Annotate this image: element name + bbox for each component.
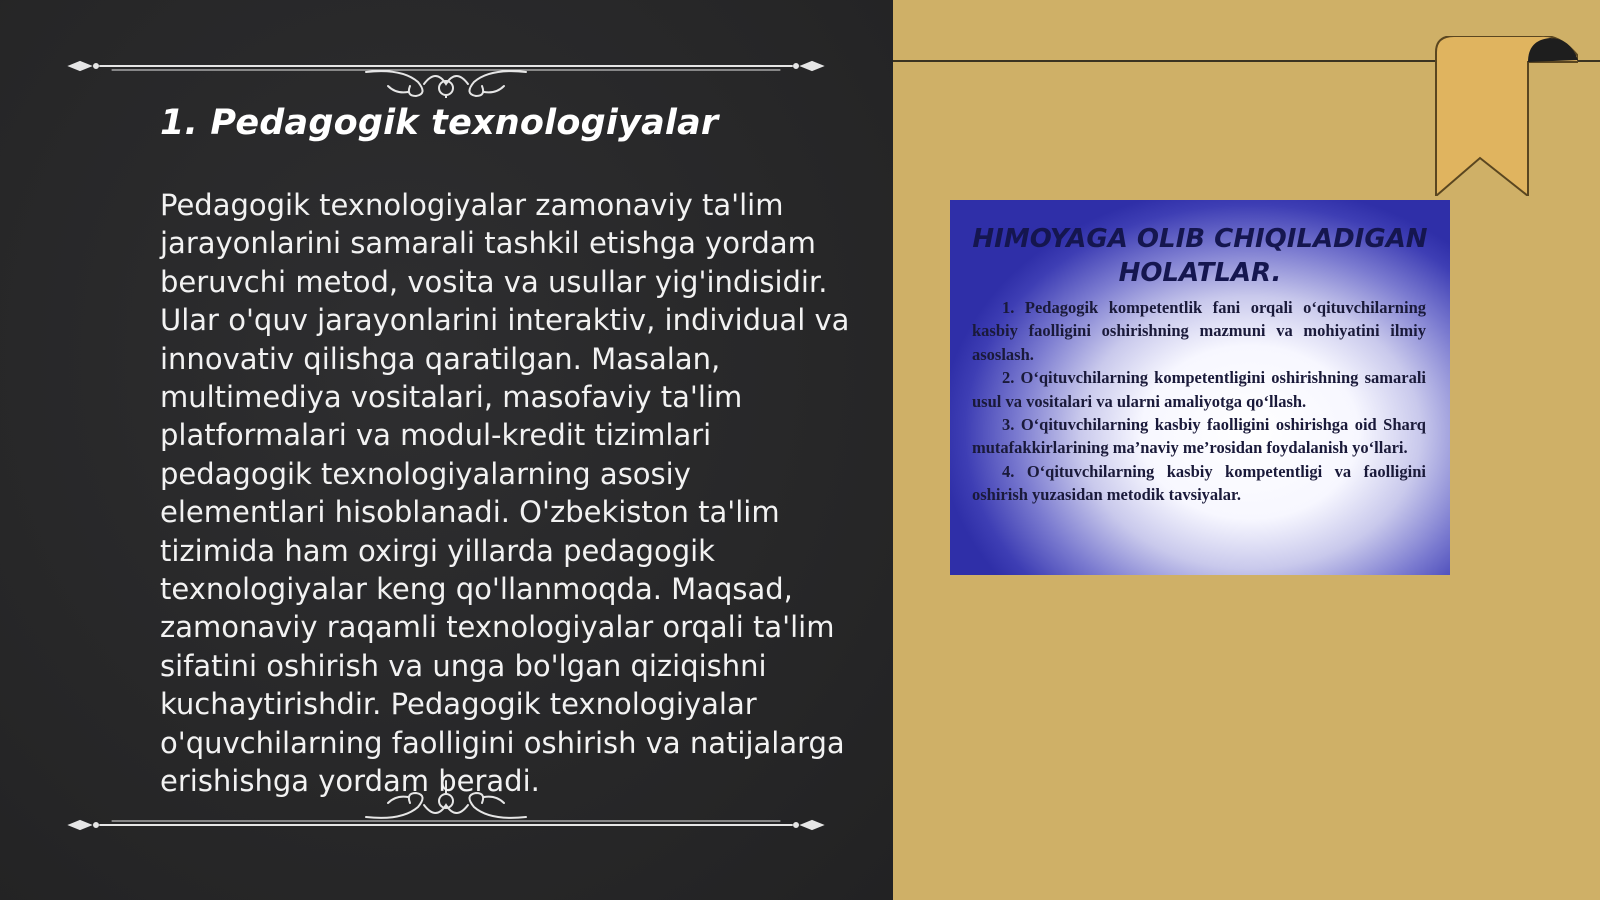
slide-title: 1. Pedagogik texnologiyalar <box>160 103 719 143</box>
document-heading-line2: HOLATLAR. <box>1118 258 1282 288</box>
document-picture <box>950 200 1450 575</box>
document-heading <box>950 222 1450 290</box>
document-item: 4. O‘qituvchilarning kasbiy kompetentligi va faolligini oshirish yuzasidan metodik tavsiyalar. <box>972 461 1426 505</box>
document-heading-line1: HIMOYAGA OLIB CHIQILADIGAN <box>972 224 1428 254</box>
document-item: 2. O‘qituvchilarning kompetentligini oshirishning samarali usul va vositalari va ularni amaliyotga qo‘llash. <box>972 368 1426 411</box>
slide-body-text: Pedagogik texnologiyalar zamonaviy ta'lim jarayonlarini samarali tashkil etishga yordam beruvchi metod, vosita va usullar yig'indisidir. Ular o'quv jarayonlarini interaktiv, individual va innovativ qilishga qaratilgan. Masalan, multimediya vositalari, masofaviy ta'lim platformalari va modul-kredit tizimlari pedagogik texnologiyalarning asosiy elementlari hisoblanadi. O'zbekiston ta'lim tizimida ham oxirgi yillarda pedagogik texnologiyalar keng qo'llanmoqda. Maqsad, zamonaviy raqamli texnologiyalar orqali ta'lim sifatini oshirish va unga bo'lgan qiziqishni kuchaytirishdir. Pedagogik texnologiyalar o'quvchilarning faolligini oshirish va natijalarga erishishga yordam beradi. <box>160 188 850 799</box>
scroll-ornament-top-icon <box>66 38 826 98</box>
document-item: 1. Pedagogik kompetentlik fani orqali o‘qituvchilarning kasbiy faolligini oshirishning mazmuni va mohiyatini ilmiy asoslash. <box>972 298 1426 364</box>
bookmark-ribbon-icon <box>1428 36 1578 196</box>
document-item-list <box>972 296 1426 507</box>
document-item: 3. O‘qituvchilarning kasbiy faolligini oshirishga oid Sharq mutafakkirlarining ma’naviy me’rosidan foydalanish yo‘llari. <box>972 415 1426 458</box>
